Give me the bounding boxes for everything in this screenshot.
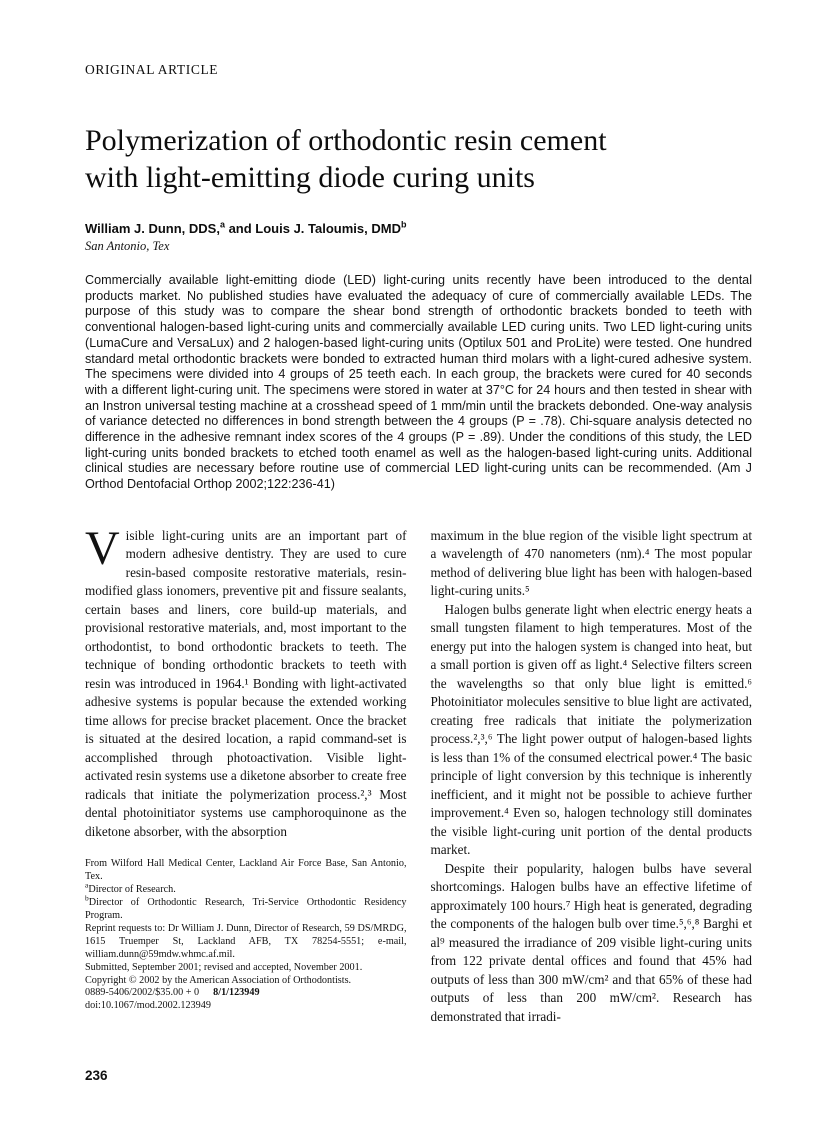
footnote-text: Submitted, September 2001; revised and accepted, November 2001. xyxy=(85,961,363,973)
drop-cap: V xyxy=(85,521,120,575)
body-column-left xyxy=(85,521,407,1027)
footnote-marker: a xyxy=(85,880,89,890)
footnote-marker: b xyxy=(85,893,89,903)
abstract-paragraph xyxy=(85,273,752,493)
footnote-reprint-requests xyxy=(85,923,407,962)
author-2-name: and Louis J. Taloumis, DMD xyxy=(224,221,401,236)
intro-paragraph xyxy=(85,521,407,842)
intro-paragraph-text: isible light-curing units are an important part of modern adhesive dentistry. They are used to cure resin-based composite restorative materials, resin-modified glass ionomers, preventive pit and fissure sealants, certain bases and liners, core build-up materials, and provisional restorative materials, and, most important to the orthodontist, to bond orthodontic brackets to teeth. The technique of bonding orthodontic brackets to teeth with resin was introduced in 1964.¹ Bonding with light-activated adhesive systems is popular because the extended working time allows for precise bracket placement. Once the bracket is situated at the desired location, a rapid command-set is accomplished through photoactivation. Visible light-activated resin systems use a diketone absorber to create free radicals that initiate the polymerization process.²,³ Most dental photoinitiator systems use camphoroquinone as the diketone absorber, with the absorption xyxy=(85,527,407,839)
author-1-name: William J. Dunn, DDS, xyxy=(85,221,220,236)
body-paragraph-continuation: maximum in the blue region of the visible light spectrum at a wavelength of 470 nanometers (nm).⁴ The most popular method of delivering blue light has been with halogen-based light-curing units.⁵ xyxy=(430,527,752,599)
article-title xyxy=(85,122,752,196)
footnote-affiliation-a xyxy=(85,880,407,897)
article-body xyxy=(85,521,752,1027)
footnote-doi xyxy=(85,1000,407,1013)
body-column-right xyxy=(431,527,753,1027)
footnote-text: Director of Orthodontic Research, Tri-Service Orthodontic Residency Program. xyxy=(85,897,407,921)
footnote-text: Director of Research. xyxy=(88,884,176,896)
abstract-text: Commercially available light-emitting diode (LED) light-curing units recently have been introduced to the dental products market. No published studies have evaluated the adequacy of cure of commercially available LEDs. The purpose of this study was to compare the shear bond strength of orthodontic brackets bonded to teeth with conventional halogen-based light-curing units and commercially available LED curing units. Two LED light-curing units (LumaCure and VersaLux) and 2 halogen-based light-curing units (Optilux 501 and ProLite) were tested. One hundred standard metal orthodontic brackets were bonded to extracted human third molars with a light-cured adhesive system. The specimens were divided into 4 groups of 25 teeth each. In each group, the brackets were cured for 40 seconds with a different light-curing unit. The specimens were stored in water at 37°C for 24 hours and then tested in shear with an Instron universal testing machine at a crosshead speed of 1 mm/min until the brackets debonded. One-way analysis of variance detected no differences in bond strength between the 4 groups (P = .78). Chi-square analysis detected no difference in the adhesive remnant index scores of the 4 groups (P = .89). Under the conditions of this study, the LED light-curing units bonded brackets to etched tooth enamel as well as the halogen-based light-curing units. Additional clinical studies are necessary before routine use of commercial LED light-curing units can be recommended. xyxy=(85,273,752,476)
author-1-affiliation-mark: a xyxy=(219,219,225,230)
author-2-affiliation-mark: b xyxy=(400,219,407,230)
footnote-source xyxy=(85,858,407,884)
page-number: 236 xyxy=(85,1068,108,1083)
footnote-affiliation-b xyxy=(85,893,407,923)
footnote-text: Copyright © 2002 by the American Association of Orthodontists. xyxy=(85,974,352,986)
article-title-line1: Polymerization of orthodontic resin cement xyxy=(85,124,607,157)
footnotes-block xyxy=(85,858,407,1013)
author-byline xyxy=(85,221,752,236)
footnote-text: Reprint requests to: Dr William J. Dunn, Director of Research, 59 DS/MRDG, 1615 Truemper St, Lackland AFB, TX 78254-5551; e-mail, william.dunn@59mdw.whmc.af.mil. xyxy=(85,922,407,960)
footnote-copyright xyxy=(85,975,407,988)
footnote-text: doi:10.1067/mod.2002.123949 xyxy=(85,1000,211,1012)
footnote-text: From Wilford Hall Medical Center, Lackland Air Force Base, San Antonio, Tex. xyxy=(85,858,407,883)
publication-code: 8/1/123949 xyxy=(213,987,260,999)
article-title-line2: with light-emitting diode curing units xyxy=(85,161,535,194)
article-type-label: ORIGINAL ARTICLE xyxy=(85,62,219,77)
footnote-text: 0889-5406/2002/$35.00 + 0 xyxy=(85,987,200,999)
author-location: San Antonio, Tex xyxy=(85,239,170,253)
body-paragraph-shortcomings: Despite their popularity, halogen bulbs have several shortcomings. Halogen bulbs have an effective lifetime of approximately 100 hours.⁷ High heat is generated, degrading the components of the halogen bulb over time.⁵,⁶,⁸ Barghi et al⁹ measured the irradiance of 209 visible light-curing units from 122 private dental offices and found that 45% had outputs of less than 300 mW/cm² and that 65% of these had outputs of less than 200 mW/cm². Research has demonstrated that irradi- xyxy=(430,860,752,1024)
footnote-submission-dates xyxy=(85,962,407,975)
body-paragraph-halogen: Halogen bulbs generate light when electric energy heats a small tungsten filament to high temperatures. Most of the energy put into the halogen system is changed into heat, but a small portion is given off as light.⁴ Selective filters screen the wavelengths so that only blue light is emitted.⁶ Photoinitiator molecules sensitive to blue light are activated, creating free radicals that initiate the polymerization process.²,³,⁶ The light power output of halogen-based lights is less than 1% of the consumed electrical power.⁴ The basic principle of light conversion by this technique is inherently inefficient, and it might not be possible to achieve further improvement.⁴ Even so, halogen technology still dominates the visible light-curing unit portion of the dental products market. xyxy=(430,601,752,858)
footnote-issn-pricing xyxy=(85,987,407,1000)
journal-citation: (Am J Orthod Dentofacial Orthop 2002;122:236-41) xyxy=(85,461,752,492)
